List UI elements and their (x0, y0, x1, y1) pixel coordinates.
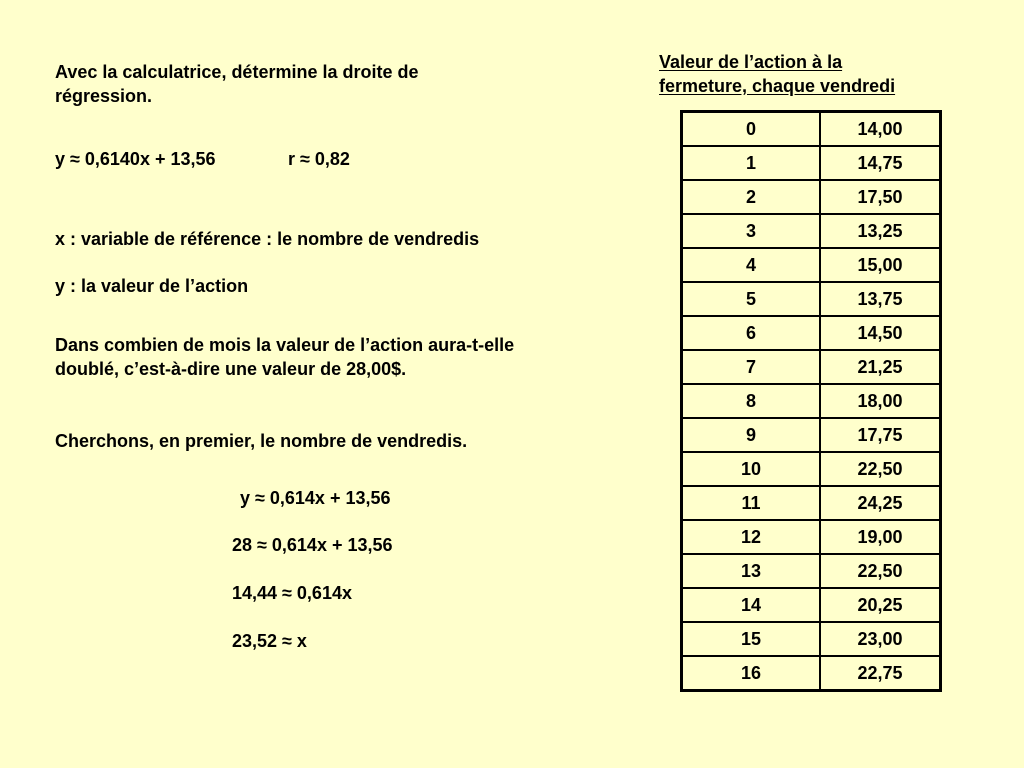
table-row (682, 520, 941, 554)
stock-value-cell: 17,50 (820, 180, 941, 214)
table-row (682, 180, 941, 214)
question-line-1: Dans combien de mois la valeur de l’action aura-t-elle (55, 335, 515, 355)
intro-text (55, 60, 419, 108)
friday-number-cell: 12 (682, 520, 821, 554)
y-variable-definition: y : la valeur de l’action (55, 276, 249, 296)
stock-value-cell: 23,00 (820, 622, 941, 656)
friday-number-cell: 15 (682, 622, 821, 656)
intro-line-2: régression. (55, 86, 153, 106)
table-title (659, 50, 895, 98)
stock-value-cell: 17,75 (820, 418, 941, 452)
stock-value-cell: 22,75 (820, 656, 941, 691)
friday-number-cell: 4 (682, 248, 821, 282)
friday-number-cell: 8 (682, 384, 821, 418)
table-row (682, 248, 941, 282)
table-row (682, 452, 941, 486)
friday-number-cell: 11 (682, 486, 821, 520)
stock-value-table (680, 110, 942, 692)
friday-number-cell: 7 (682, 350, 821, 384)
question-line-2: doublé, c’est-à-dire une valeur de 28,00$. (55, 359, 407, 379)
search-note: Cherchons, en premier, le nombre de vendredis. (55, 431, 468, 451)
friday-number-cell: 13 (682, 554, 821, 588)
table-row (682, 656, 941, 691)
solution-step-1: y ≈ 0,614x + 13,56 (240, 488, 391, 508)
table-title-line-1: Valeur de l’action à la (659, 52, 843, 72)
friday-number-cell: 0 (682, 112, 821, 147)
question-text (55, 333, 514, 381)
intro-line-1: Avec la calculatrice, détermine la droite de (55, 62, 419, 82)
stock-value-cell: 13,75 (820, 282, 941, 316)
table-row (682, 486, 941, 520)
table-row (682, 146, 941, 180)
stock-value-cell: 19,00 (820, 520, 941, 554)
friday-number-cell: 6 (682, 316, 821, 350)
solution-step-2: 28 ≈ 0,614x + 13,56 (232, 535, 393, 555)
stock-value-cell: 14,75 (820, 146, 941, 180)
friday-number-cell: 16 (682, 656, 821, 691)
table-row (682, 214, 941, 248)
stock-value-cell: 24,25 (820, 486, 941, 520)
friday-number-cell: 1 (682, 146, 821, 180)
stock-value-cell: 20,25 (820, 588, 941, 622)
table-row (682, 588, 941, 622)
stock-value-cell: 13,25 (820, 214, 941, 248)
friday-number-cell: 3 (682, 214, 821, 248)
stock-value-cell: 21,25 (820, 350, 941, 384)
x-variable-definition: x : variable de référence : le nombre de vendredis (55, 229, 480, 249)
stock-value-cell: 14,50 (820, 316, 941, 350)
table-row (682, 622, 941, 656)
friday-number-cell: 5 (682, 282, 821, 316)
solution-step-4: 23,52 ≈ x (232, 631, 307, 651)
stock-value-cell: 22,50 (820, 452, 941, 486)
stock-value-cell: 22,50 (820, 554, 941, 588)
solution-step-3: 14,44 ≈ 0,614x (232, 583, 352, 603)
regression-equation: y ≈ 0,6140x + 13,56 (55, 149, 216, 169)
table-row (682, 112, 941, 147)
stock-value-cell: 14,00 (820, 112, 941, 147)
table-body (682, 112, 941, 691)
friday-number-cell: 9 (682, 418, 821, 452)
table-title-line-2: fermeture, chaque vendredi (659, 76, 896, 96)
table-row (682, 554, 941, 588)
table-row (682, 384, 941, 418)
friday-number-cell: 2 (682, 180, 821, 214)
friday-number-cell: 10 (682, 452, 821, 486)
table-row (682, 350, 941, 384)
friday-number-cell: 14 (682, 588, 821, 622)
table-row (682, 316, 941, 350)
table-row (682, 418, 941, 452)
table-row (682, 282, 941, 316)
correlation-coefficient: r ≈ 0,82 (288, 149, 350, 169)
stock-value-cell: 15,00 (820, 248, 941, 282)
stock-value-cell: 18,00 (820, 384, 941, 418)
